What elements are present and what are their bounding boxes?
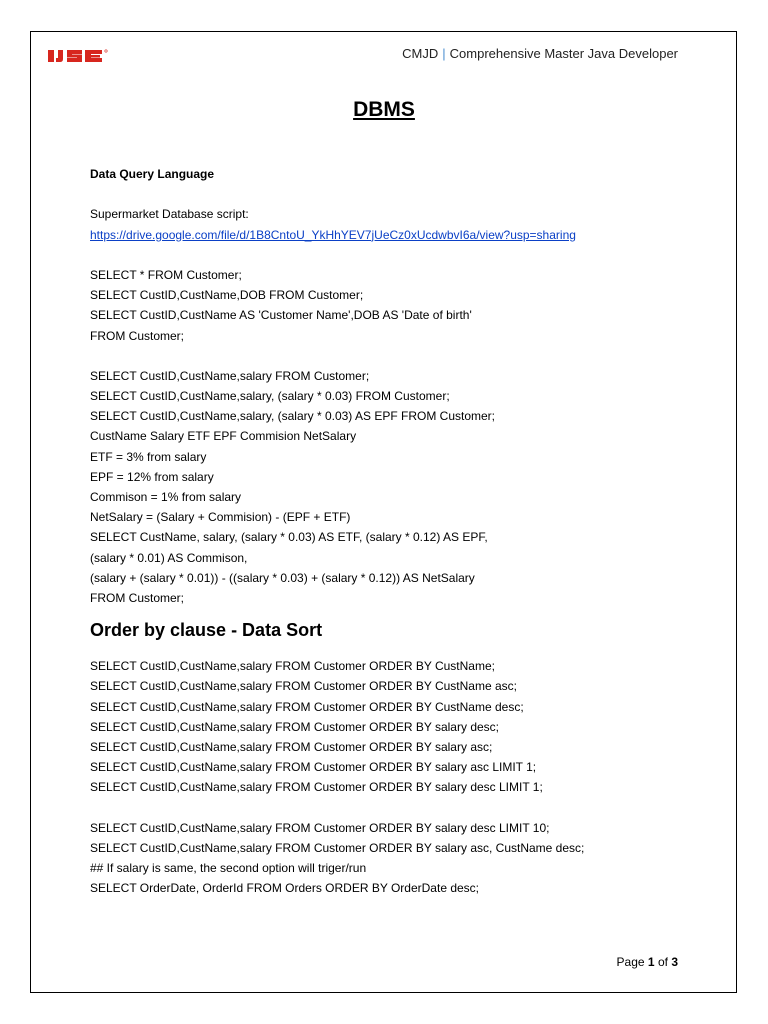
course-name: Comprehensive Master Java Developer — [449, 46, 678, 61]
document-title: DBMS — [353, 98, 415, 121]
code-line: SELECT OrderDate, OrderId FROM Orders ORDER BY OrderDate desc; — [90, 881, 480, 896]
course-code: CMJD — [402, 46, 439, 61]
code-line: (salary * 0.01) AS Commison, — [90, 550, 248, 565]
code-line: SELECT CustID,CustName,salary FROM Customer ORDER BY salary desc LIMIT 1; — [90, 780, 543, 795]
code-line: SELECT CustID,CustName,salary FROM Customer ORDER BY CustName asc; — [90, 679, 517, 694]
of-word: of — [657, 955, 668, 969]
code-line: ## If salary is same, the second option will triger/run — [90, 861, 367, 875]
code-line: SELECT CustID,CustName,DOB FROM Customer; — [90, 288, 364, 303]
code-block-basic-select — [90, 265, 690, 346]
code-line: SELECT CustID,CustName,salary FROM Customer ORDER BY CustName desc; — [90, 699, 524, 714]
code-line: SELECT CustID,CustName,salary FROM Customer ORDER BY CustName; — [90, 659, 495, 674]
code-line: SELECT CustID,CustName,salary FROM Customer; — [90, 368, 370, 383]
code-line: SELECT CustName, salary, (salary * 0.03) AS ETF, (salary * 0.12) AS EPF, — [90, 530, 488, 545]
code-line: FROM Customer; — [90, 328, 185, 343]
current-page: 1 — [647, 955, 655, 969]
code-line: NetSalary = (Salary + Commision) - (EPF + ETF) — [90, 510, 351, 525]
code-line: FROM Customer; — [90, 590, 185, 605]
code-line: Commison = 1% from salary — [90, 490, 242, 504]
code-line: SELECT CustID,CustName,salary, (salary * 0.03) AS EPF FROM Customer; — [90, 409, 495, 424]
code-line: SELECT CustID,CustName,salary FROM Customer ORDER BY salary asc; — [90, 739, 493, 754]
page-number — [617, 955, 678, 969]
code-line: SELECT CustID,CustName,salary FROM Customer ORDER BY salary desc LIMIT 10; — [90, 820, 550, 835]
code-line: ETF = 3% from salary — [90, 449, 207, 464]
code-line: EPF = 12% from salary — [90, 469, 214, 484]
script-link[interactable]: https://drive.google.com/file/d/1B8CntoU_YkHhYEV7jUeCz0xUcdwbvI6a/view?usp=sharing — [90, 227, 576, 242]
header-separator: | — [442, 46, 446, 61]
code-line: CustName Salary ETF EPF Commision NetSalary — [90, 429, 357, 444]
code-block-order-by — [90, 656, 690, 797]
section-heading-dql: Data Query Language — [90, 167, 215, 181]
code-line: SELECT CustID,CustName,salary FROM Customer ORDER BY salary asc LIMIT 1; — [90, 760, 537, 775]
code-line: SELECT CustID,CustName AS 'Customer Name',DOB AS 'Date of birth' — [90, 308, 472, 323]
code-block-salary-calc — [90, 366, 690, 608]
code-line: SELECT CustID,CustName,salary FROM Customer ORDER BY salary desc; — [90, 719, 499, 734]
code-line: (salary + (salary * 0.01)) - ((salary * 0.03) + (salary * 0.12)) AS NetSalary — [90, 570, 475, 585]
header-course — [402, 46, 678, 61]
script-label: Supermarket Database script: — [90, 207, 249, 222]
page-word: Page — [616, 955, 645, 969]
ijse-logo — [48, 47, 140, 65]
section-heading-order-by: Order by clause - Data Sort — [90, 620, 323, 641]
code-line: SELECT * FROM Customer; — [90, 267, 242, 282]
total-pages: 3 — [671, 955, 678, 969]
code-block-order-by-limit — [90, 818, 690, 899]
document-body — [90, 164, 690, 898]
code-line: SELECT CustID,CustName,salary, (salary * 0.03) FROM Customer; — [90, 389, 450, 404]
code-line: SELECT CustID,CustName,salary FROM Customer ORDER BY salary asc, CustName desc; — [90, 840, 585, 855]
